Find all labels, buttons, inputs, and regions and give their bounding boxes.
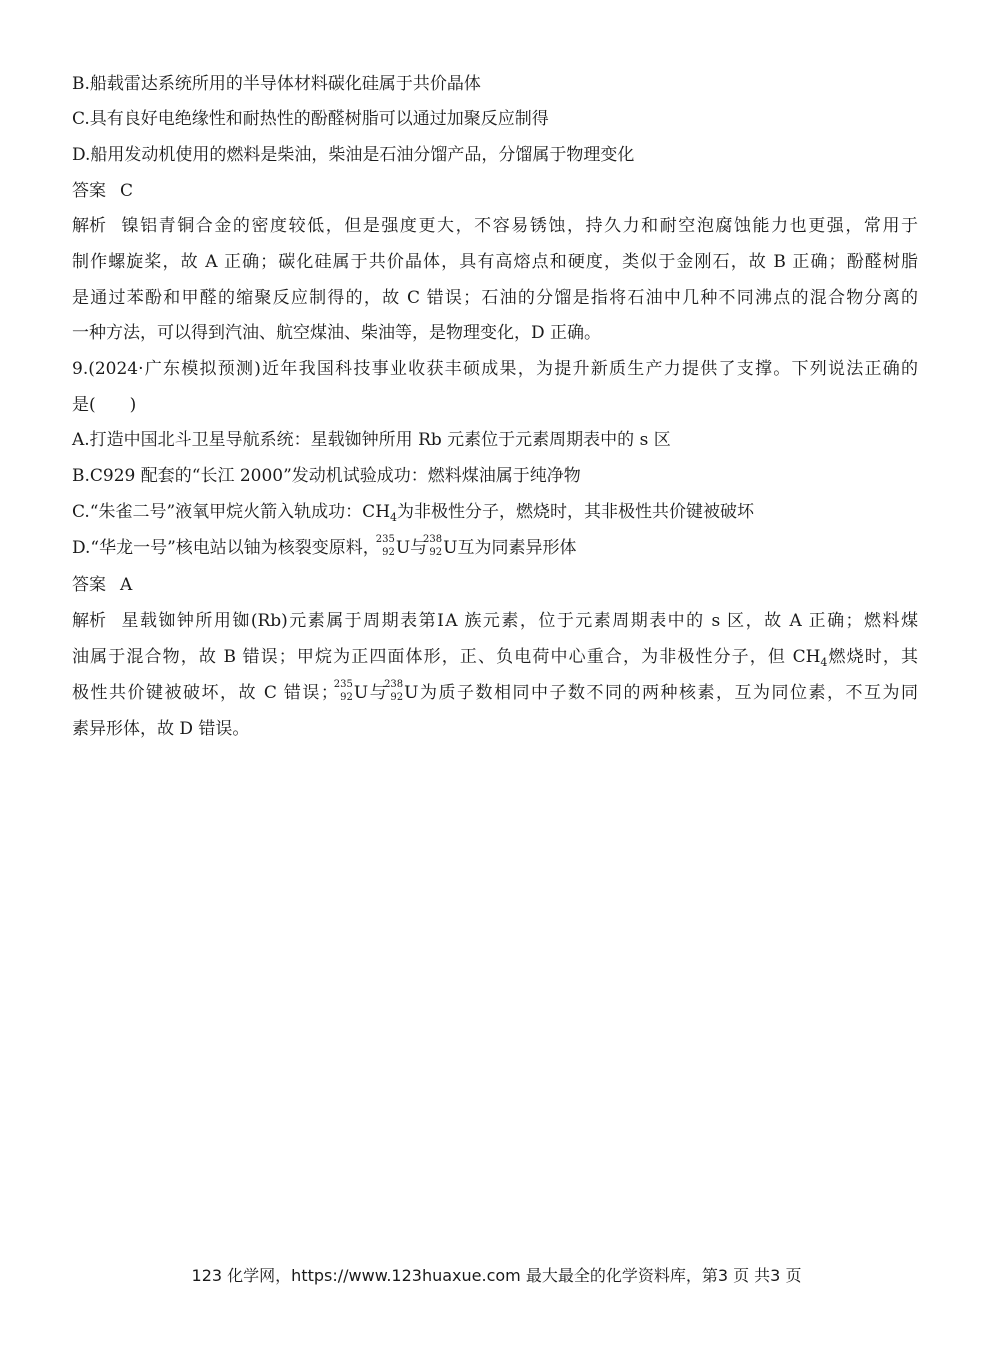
q8-option-c: C.具有良好电绝缘性和耐热性的酚醛树脂可以通过加聚反应制得 bbox=[72, 109, 549, 129]
nuclide-u235-analysis bbox=[333, 679, 354, 703]
q9-option-c bbox=[72, 500, 754, 524]
nuclide-u235-number: 92 bbox=[382, 547, 395, 558]
q9-answer-value: A bbox=[120, 575, 133, 595]
q9-analysis-line-1 bbox=[72, 609, 918, 633]
q9-option-c-post: 为非极性分子，燃烧时，其非极性共价键被破坏 bbox=[397, 502, 755, 522]
q8-analysis-text-1: 镍铝青铜合金的密度较低，但是强度更大，不容易锈蚀，持久力和耐空泡腐蚀能力也更强，常用于 bbox=[120, 216, 918, 236]
q9-analysis-line-2 bbox=[72, 645, 918, 669]
q9-option-c-pre: C.“朱雀二号”液氧甲烷火箭入轨成功：CH bbox=[72, 502, 391, 522]
q9-option-a: A.打造中国北斗卫星导航系统：星载铷钟所用 Rb 元素位于元素周期表中的 s 区 bbox=[72, 430, 671, 450]
q9-option-d-pre: D.“华龙一号”核电站以铀为核裂变原料， bbox=[72, 538, 380, 558]
nuclide-u238-analysis-number: 92 bbox=[390, 692, 404, 703]
q9-analysis-line-3-post: U为质子数相同中子数不同的两种核素，互为同位素，不互为同 bbox=[404, 683, 918, 703]
nuclide-u238-number: 92 bbox=[429, 547, 443, 558]
nuclide-u235-analysis-mass: 235 bbox=[333, 679, 353, 690]
q9-analysis-line-2-subscript: 4 bbox=[820, 656, 828, 669]
q8-analysis-line-1 bbox=[72, 214, 918, 238]
q9-analysis-line-4: 素异形体，故 D 错误。 bbox=[72, 719, 250, 739]
page-footer: 123 化学网，https://www.123huaxue.com 最大最全的化学资料库，第3 页 共3 页 bbox=[191, 1266, 802, 1285]
q9-answer-label: 答案 bbox=[72, 575, 106, 595]
q8-analysis-label: 解析 bbox=[72, 216, 106, 236]
nuclide-u238 bbox=[423, 534, 443, 558]
q8-analysis-line-3: 是通过苯酚和甲醛的缩聚反应制得的，故 C 错误；石油的分馏是指将石油中几种不同沸点的混合物分离的 bbox=[72, 288, 918, 308]
q9-analysis-label: 解析 bbox=[72, 611, 106, 631]
q8-option-d: D.船用发动机使用的燃料是柴油，柴油是石油分馏产品，分馏属于物理变化 bbox=[72, 145, 635, 165]
q8-answer-value: C bbox=[120, 181, 134, 201]
q9-option-b: B.C929 配套的“长江 2000”发动机试验成功：燃料煤油属于纯净物 bbox=[72, 466, 581, 486]
nuclide-u238-analysis bbox=[384, 679, 404, 703]
q9-stem-line-1: 9.(2024·广东模拟预测)近年我国科技事业收获丰硕成果，为提升新质生产力提供了支撑。下列说法正确的 bbox=[72, 359, 918, 379]
q9-analysis-text-1: 星载铷钟所用铷(Rb)元素属于周期表第ⅠA 族元素，位于元素周期表中的 s 区，故 A 正确；燃料煤 bbox=[120, 611, 918, 631]
nuclide-u235 bbox=[375, 534, 396, 558]
q9-analysis-line-2-post: 燃烧时，其 bbox=[827, 647, 918, 667]
nuclide-u238-mass: 238 bbox=[423, 534, 443, 545]
q9-option-c-subscript: 4 bbox=[390, 511, 398, 524]
nuclide-u238-analysis-mass: 238 bbox=[384, 679, 404, 690]
nuclide-u235-analysis-number: 92 bbox=[340, 692, 353, 703]
q9-stem-line-2: 是( ) bbox=[72, 395, 137, 415]
q9-answer bbox=[72, 573, 132, 597]
q9-analysis-line-3-pre: 极性共价键被破坏，故 C 错误； bbox=[72, 683, 338, 703]
q9-option-d-post: U互为同素异形体 bbox=[443, 538, 577, 558]
q8-answer-label: 答案 bbox=[72, 181, 106, 201]
q8-answer bbox=[72, 179, 133, 203]
q9-option-d bbox=[72, 536, 576, 560]
q8-option-b: B.船载雷达系统所用的半导体材料碳化硅属于共价晶体 bbox=[72, 74, 481, 94]
q9-analysis-line-3-mid: U与 bbox=[353, 683, 389, 703]
q8-analysis-line-2: 制作螺旋桨，故 A 正确；碳化硅属于共价晶体，具有高熔点和硬度，类似于金刚石，故 B 正确；酚醛树脂 bbox=[72, 252, 918, 272]
q8-analysis-line-4: 一种方法，可以得到汽油、航空煤油、柴油等，是物理变化，D 正确。 bbox=[72, 323, 602, 343]
q9-option-d-mid: U与 bbox=[395, 538, 428, 558]
q9-analysis-line-3 bbox=[72, 681, 918, 705]
q9-analysis-line-2-pre: 油属于混合物，故 B 错误；甲烷为正四面体形，正、负电荷中心重合，为非极性分子，但 CH bbox=[72, 647, 821, 667]
nuclide-u235-mass: 235 bbox=[375, 534, 395, 545]
